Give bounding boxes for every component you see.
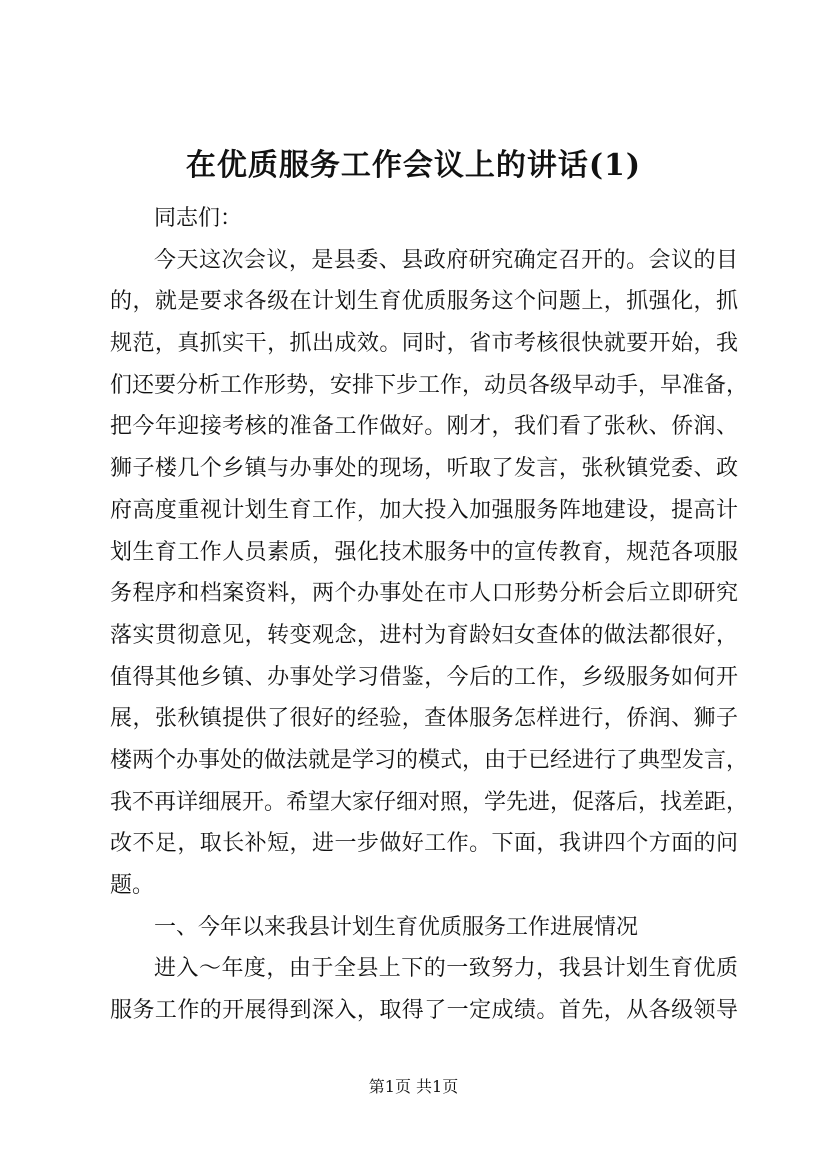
body-line: 的，就是要求各级在计划生育优质服务这个问题上，抓强化，抓 [110, 289, 738, 315]
body-line: 同志们： [154, 206, 243, 231]
body-line: 今天这次会议，是县委、县政府研究确定召开的。会议的目 [154, 247, 738, 273]
body-line: 规范，真抓实干，抓出成效。同时，省市考核很快就要开始，我 [110, 331, 738, 357]
body-line: 一、今年以来我县计划生育优质服务工作进展情况 [154, 914, 639, 940]
body-line: 狮子楼几个乡镇与办事处的现场，听取了发言，张秋镇党委、政 [110, 456, 738, 482]
body-line: 务程序和档案资料，两个办事处在市人口形势分析会后立即研究 [110, 581, 738, 607]
body-line: 改不足，取长补短，进一步做好工作。下面，我讲四个方面的问 [110, 831, 738, 857]
body-line: 展，张秋镇提供了很好的经验，查体服务怎样进行，侨润、狮子 [110, 706, 738, 732]
body-line: 进入～年度，由于全县上下的一致努力，我县计划生育优质 [154, 956, 738, 982]
document-title: 在优质服务工作会议上的讲话(1) [185, 148, 642, 183]
document-body [110, 198, 749, 1032]
body-line: 服务工作的开展得到深入，取得了一定成绩。首先，从各级领导 [110, 998, 738, 1024]
page-footer: 第1页 共1页 [368, 1077, 459, 1096]
body-line: 把今年迎接考核的准备工作做好。刚才，我们看了张秋、侨润、 [110, 414, 738, 440]
body-line: 划生育工作人员素质，强化技术服务中的宣传教育，规范各项服 [110, 539, 738, 565]
body-line: 题。 [110, 873, 155, 898]
body-line: 们还要分析工作形势，安排下步工作，动员各级早动手，早准备， [110, 372, 749, 398]
body-line: 落实贯彻意见，转变观念，进村为育龄妇女查体的做法都很好， [110, 622, 738, 648]
body-line: 我不再详细展开。希望大家仔细对照，学先进，促落后，找差距， [110, 789, 749, 815]
body-line: 府高度重视计划生育工作，加大投入加强服务阵地建设，提高计 [110, 497, 738, 523]
body-line: 值得其他乡镇、办事处学习借鉴，今后的工作，乡级服务如何开 [110, 664, 738, 690]
body-line: 楼两个办事处的做法就是学习的模式，由于已经进行了典型发言， [110, 747, 749, 773]
